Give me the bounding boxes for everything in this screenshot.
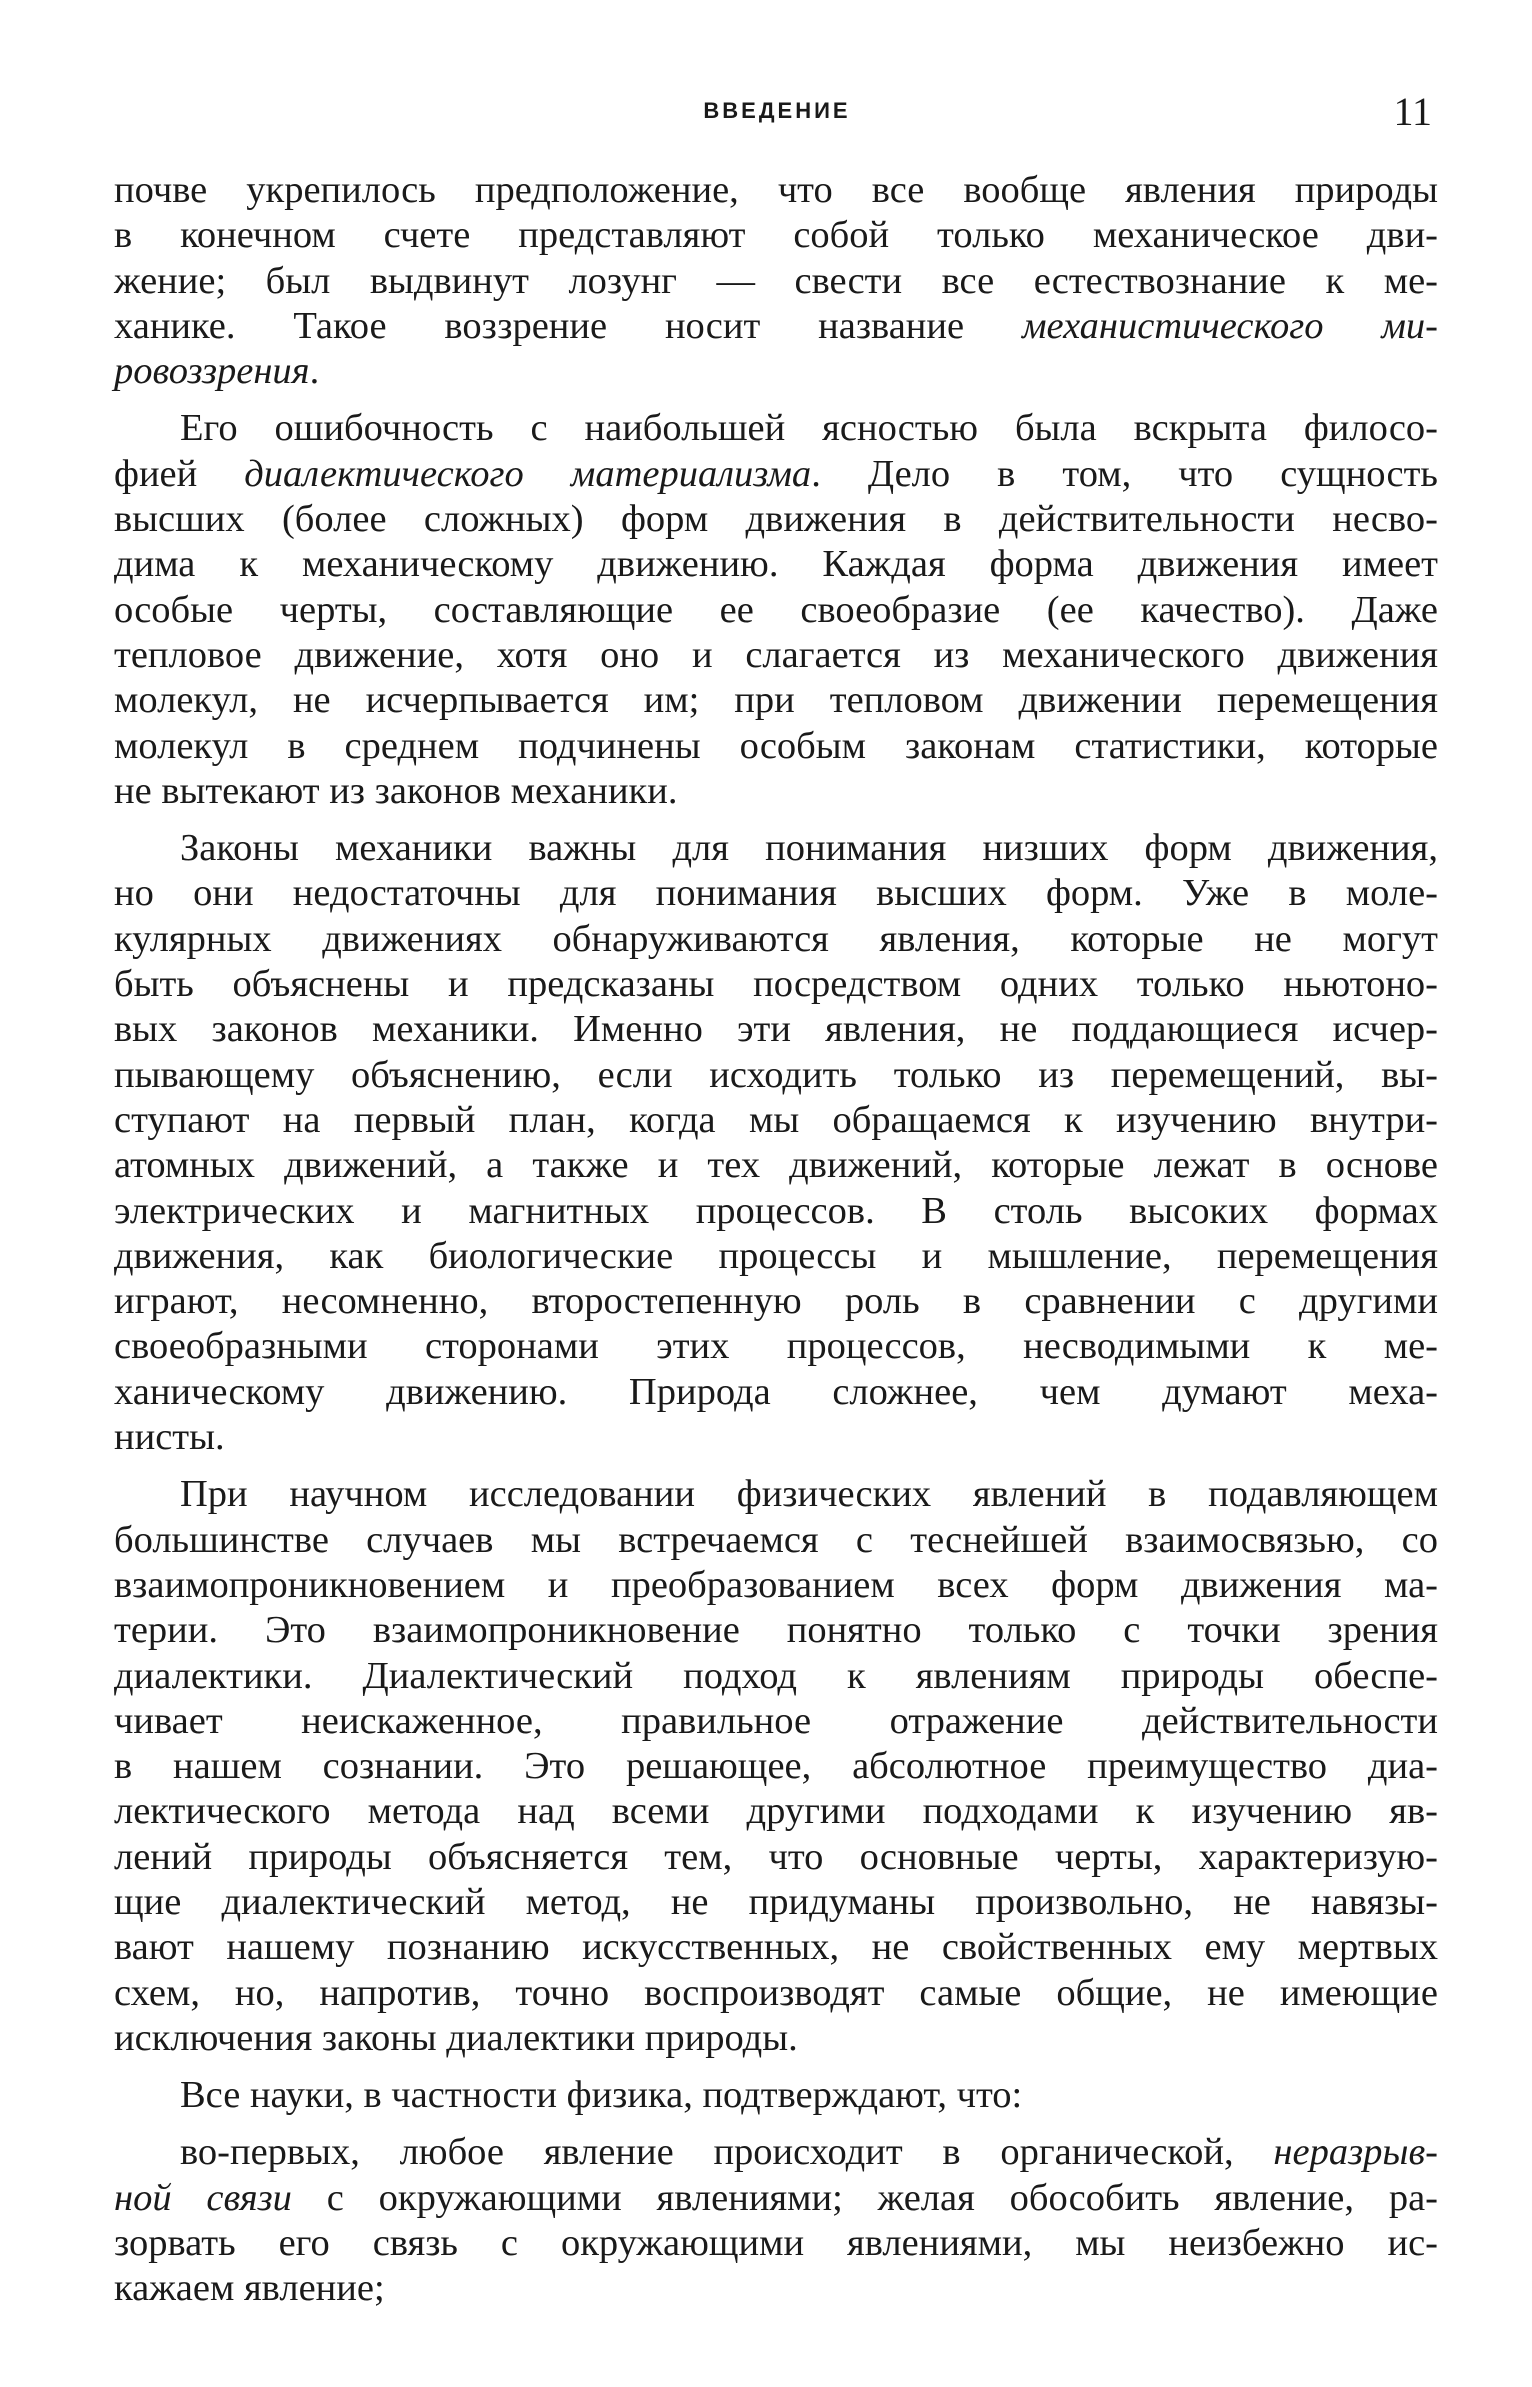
paragraph bbox=[114, 1472, 1438, 2061]
text-line: не вытекают из законов механики. bbox=[114, 769, 678, 812]
text-line: но они недостаточны для понимания высших форм. Уже в моле- bbox=[114, 872, 1438, 915]
text-line: зорвать его связь с окружающими явлениями, мы неизбежно ис- bbox=[114, 2222, 1438, 2265]
paragraph bbox=[114, 168, 1438, 394]
text-line: кулярных движениях обнаруживаются явления, которые не могут bbox=[114, 917, 1438, 960]
text-line: диалектики. Диалектический подход к явлениям природы обеспе- bbox=[114, 1654, 1438, 1697]
paragraph bbox=[114, 406, 1438, 814]
text-line: особые черты, составляющие ее своеобразие (ее качество). Даже bbox=[114, 588, 1438, 631]
text-line: исключения законы диалектики природы. bbox=[114, 2016, 798, 2059]
italic-term: ровоззрения bbox=[114, 350, 310, 393]
italic-term: ной связи bbox=[114, 2176, 292, 2219]
text-line: жение; был выдвинут лозунг — свести все естествознание к ме- bbox=[114, 259, 1438, 302]
text-line: ханическому движению. Природа сложнее, чем думают меха- bbox=[114, 1370, 1438, 1413]
text-line: Его ошибочность с наибольшей ясностью была вскрыта филосо- bbox=[180, 407, 1438, 450]
body-text bbox=[114, 168, 1438, 2312]
text-line: взаимопроникновением и преобразованием всех форм движения ма- bbox=[114, 1563, 1438, 1606]
paragraph bbox=[114, 2130, 1438, 2311]
text-line: лектического метода над всеми другими подходами к изучению яв- bbox=[114, 1790, 1438, 1833]
text-line: движения, как биологические процессы и мышление, перемещения bbox=[114, 1234, 1438, 1277]
text-line: ханике. Такое воззрение носит название механистического ми- bbox=[114, 304, 1439, 347]
page-number: 11 bbox=[1393, 89, 1432, 134]
text-line: кажаем явление; bbox=[114, 2267, 385, 2310]
text-line: Все науки, в частности физика, подтверждают, что: bbox=[180, 2074, 1023, 2117]
text-line: лений природы объясняется тем, что основные черты, характеризую- bbox=[114, 1835, 1438, 1878]
running-title: ВВЕДЕНИЕ bbox=[703, 98, 851, 123]
text-line: фией диалектического материализма. Дело в том, что сущность bbox=[114, 452, 1438, 495]
paragraph bbox=[114, 826, 1438, 1460]
paragraph bbox=[114, 2073, 1438, 2118]
text-line: чивает неискаженное, правильное отражение действительности bbox=[114, 1699, 1438, 1742]
text-line: высших (более сложных) форм движения в действительности несво- bbox=[114, 498, 1438, 541]
text-line: быть объяснены и предсказаны посредством одних только ньютоно- bbox=[114, 963, 1438, 1006]
text-line: молекул, не исчерпывается им; при тепловом движении перемещения bbox=[114, 679, 1438, 722]
italic-term: диалектического материализма bbox=[244, 452, 812, 495]
text-line: во-первых, любое явление происходит в органической, неразрыв- bbox=[180, 2131, 1438, 2174]
text-line: вых законов механики. Именно эти явления, не поддающиеся исчер- bbox=[114, 1008, 1438, 1051]
text-line: При научном исследовании физических явлений в подавляющем bbox=[180, 1473, 1438, 1516]
italic-term: неразрыв- bbox=[1273, 2131, 1438, 2174]
text-line: ной связи с окружающими явлениями; желая обособить явление, ра- bbox=[114, 2176, 1438, 2219]
text-line: пывающему объяснению, если исходить только из перемещений, вы- bbox=[114, 1053, 1438, 1096]
italic-term: механистического ми- bbox=[1021, 304, 1439, 347]
text-line: тепловое движение, хотя оно и слагается из механического движения bbox=[114, 633, 1438, 676]
text-line: ступают на первый план, когда мы обращаемся к изучению внутри- bbox=[114, 1098, 1438, 1141]
text-line: большинстве случаев мы встречаемся с теснейшей взаимосвязью, со bbox=[114, 1518, 1438, 1561]
text-line: электрических и магнитных процессов. В столь высоких формах bbox=[114, 1189, 1438, 1232]
text-line: терии. Это взаимопроникновение понятно только с точки зрения bbox=[114, 1609, 1438, 1652]
text-line: в конечном счете представляют собой только механическое дви- bbox=[114, 214, 1438, 257]
text-line: схем, но, напротив, точно воспроизводят самые общие, не имеющие bbox=[114, 1971, 1438, 2014]
text-line: молекул в среднем подчинены особым законам статистики, которые bbox=[114, 724, 1438, 767]
text-line: вают нашему познанию искусственных, не свойственных ему мертвых bbox=[114, 1926, 1438, 1969]
text-line: щие диалектический метод, не придуманы произвольно, не навязы- bbox=[114, 1880, 1438, 1923]
text-line: почве укрепилось предположение, что все вообще явления природы bbox=[114, 169, 1438, 211]
text-line: играют, несомненно, второстепенную роль в сравнении с другими bbox=[114, 1280, 1438, 1323]
text-line: Законы механики важны для понимания низших форм движения, bbox=[180, 827, 1438, 870]
text-line: нисты. bbox=[114, 1416, 225, 1459]
text-line: дима к механическому движению. Каждая форма движения имеет bbox=[114, 543, 1438, 586]
text-line: ровоззрения. bbox=[114, 350, 320, 393]
text-line: атомных движений, а также и тех движений, которые лежат в основе bbox=[114, 1144, 1438, 1187]
text-line: в нашем сознании. Это решающее, абсолютное преимущество диа- bbox=[114, 1745, 1438, 1788]
running-head bbox=[116, 89, 1438, 134]
text-line: своеобразными сторонами этих процессов, несводимыми к ме- bbox=[114, 1325, 1438, 1368]
